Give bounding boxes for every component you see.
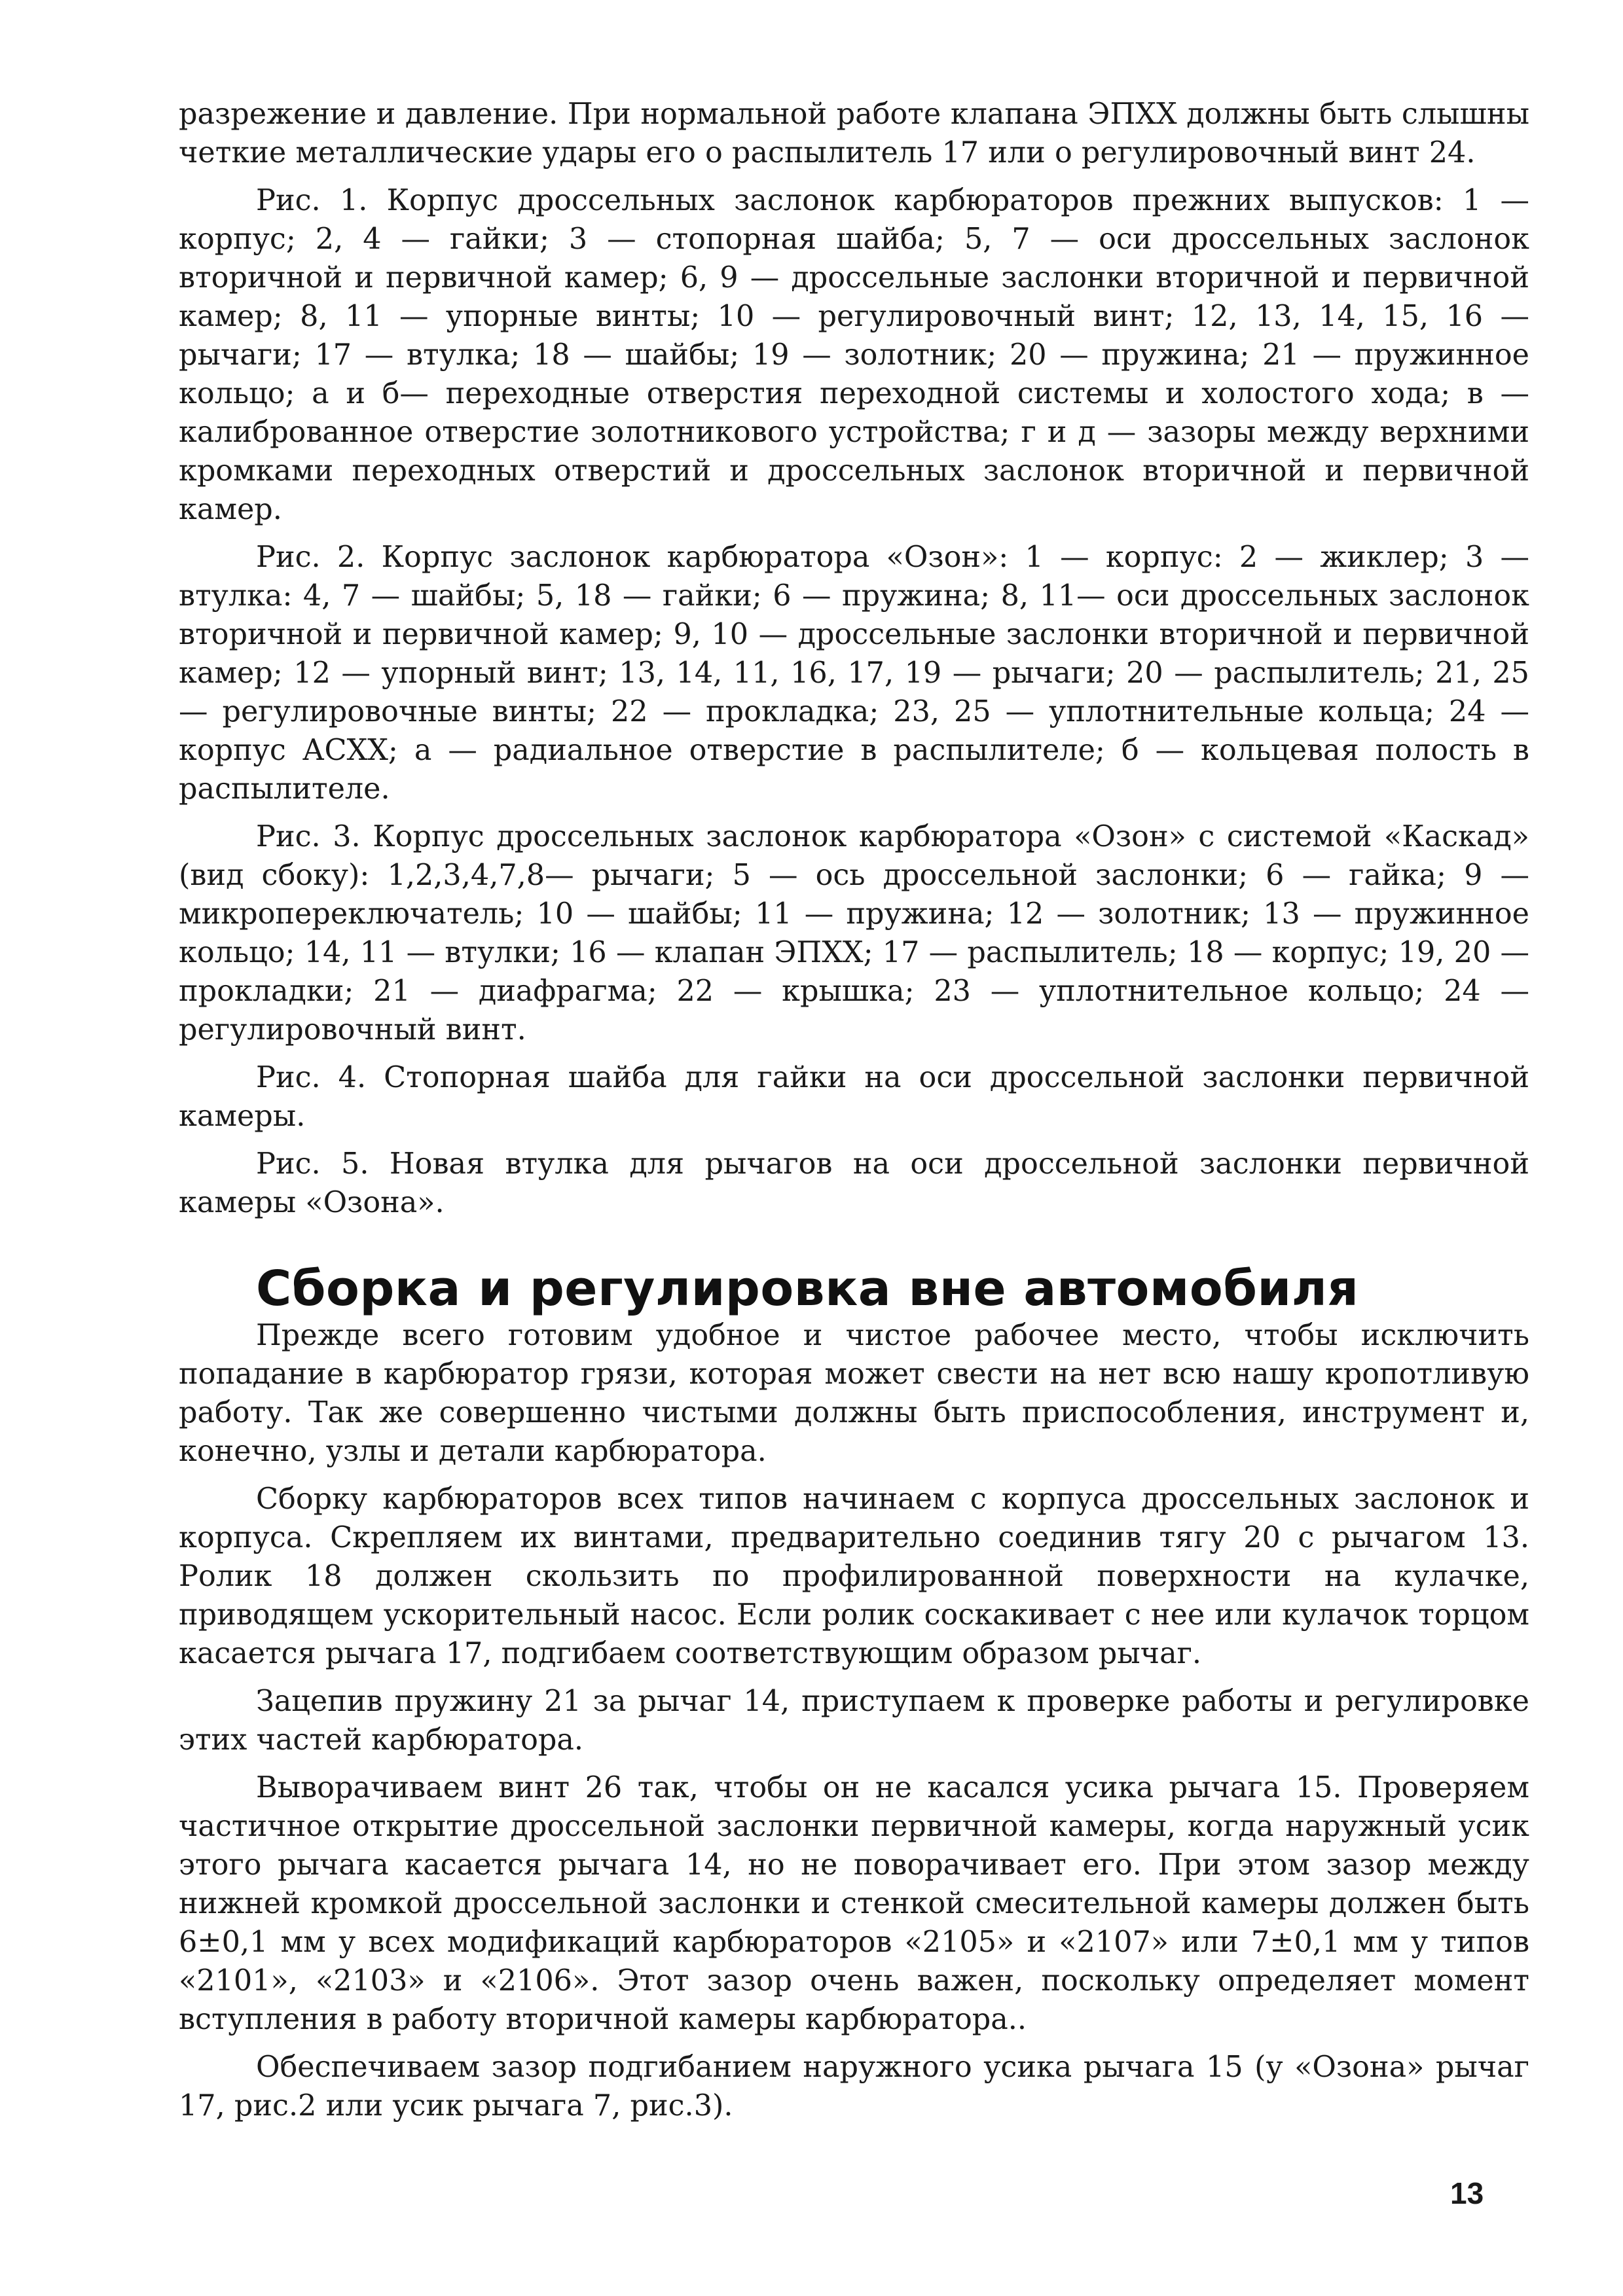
paragraph-assembly: Сборку карбюраторов всех типов начинаем с корпуса дроссельных заслонок и корпуса. Скрепляем их винтами, предварительно соединив тягу 20 с рычагом 13. Ролик 18 должен скользить по профилированной поверхности на кулачке, приводящем ускорительный насос. Если ролик соскакивает с нее или кулачок торцом касается рычага 17, подгибаем соответствующим образом рычаг. xyxy=(179,1482,1529,1670)
paragraph-gap-check: Выворачиваем винт 26 так, чтобы он не касался усика рычага 15. Проверяем частичное открытие дроссельной заслонки первичной камеры, когда наружный усик этого рычага касается рычага 14, но не поворачивает его. При этом зазор между нижней кромкой дроссельной заслонки и стенкой смесительной камеры должен быть 6±0,1 мм у всех модификаций карбюраторов «2105» и «2107» или 7±0,1 мм у типов «2101», «2103» и «2106». Этот зазор очень важен, поскольку определяет момент вступления в работу вторичной камеры карбюратора.. xyxy=(179,1771,1529,2036)
figure-caption-1: Рис. 1. Корпус дроссельных заслонок карбюраторов прежних выпусков: 1 — корпус; 2, 4 — гайки; 3 — стопорная шайба; 5, 7 — оси дроссельных заслонок вторичной и первичной камер; 6, 9 — дроссельные заслонки вторичной и первичной камер; 8, 11 — упорные винты; 10 — регулировочный винт; 12, 13, 14, 15, 16 — рычаги; 17 — втулка; 18 — шайбы; 19 — золотник; 20 — пружина; 21 — пружинное кольцо; а и б— переходные отверстия переходной системы и холостого хода; в — калиброванное отверстие золотникового устройства; г и д — зазоры между верхними кромками переходных отверстий и дроссельных заслонок вторичной и первичной камер. xyxy=(179,184,1529,526)
figure-caption-5: Рис. 5. Новая втулка для рычагов на оси дроссельной заслонки первичной камеры «Озона». xyxy=(179,1147,1529,1219)
paragraph-spring: Зацепив пружину 21 за рычаг 14, приступаем к проверке работы и регулировке этих частей карбюратора. xyxy=(179,1685,1529,1757)
figure-caption-2: Рис. 2. Корпус заслонок карбюратора «Озон»: 1 — корпус: 2 — жиклер; 3 — втулка: 4, 7 — шайбы; 5, 18 — гайки; 6 — пружина; 8, 11— оси дроссельных заслонок вторичной и первичной камер; 9, 10 — дроссельные заслонки вторичной и первичной камер; 12 — упорный винт; 13, 14, 11, 16, 17, 19 — рычаги; 20 — распылитель; 21, 25 — регулировочные винты; 22 — прокладка; 23, 25 — уплотнительные кольца; 24 — корпус АСХХ; а — радиальное отверстие в распылителе; б — кольцевая полость в распылителе. xyxy=(179,541,1529,806)
page-number: 13 xyxy=(1450,2176,1484,2210)
page-body xyxy=(179,95,1529,2134)
section-heading: Сборка и регулировка вне автомобиля xyxy=(256,1261,1359,1317)
figure-caption-4: Рис. 4. Стопорная шайба для гайки на оси дроссельной заслонки первичной камеры. xyxy=(179,1061,1529,1133)
paragraph-workplace: Прежде всего готовим удобное и чистое рабочее место, чтобы исключить попадание в карбюратор грязи, которая может свести на нет всю нашу кропотливую работу. Так же совершенно чистыми должны быть приспособления, инструмент и, конечно, узлы и детали карбюратора. xyxy=(179,1319,1529,1468)
paragraph-continuation: разрежение и давление. При нормальной работе клапана ЭПХХ должны быть слышны четкие металлические удары его о распылитель 17 или о регулировочный винт 24. xyxy=(179,98,1529,170)
figure-caption-3: Рис. 3. Корпус дроссельных заслонок карбюратора «Озон» с системой «Каскад» (вид сбоку): 1,2,3,4,7,8— рычаги; 5 — ось дроссельной заслонки; 6 — гайка; 9 — микропереключатель; 10 — шайбы; 11 — пружина; 12 — золотник; 13 — пружинное кольцо; 14, 11 — втулки; 16 — клапан ЭПХХ; 17 — распылитель; 18 — корпус; 19, 20 — прокладки; 21 — диафрагма; 22 — крышка; 23 — уплотнительное кольцо; 24 — регулировочный винт. xyxy=(179,820,1529,1047)
paragraph-gap-adjust: Обеспечиваем зазор подгибанием наружного усика рычага 15 (у «Озона» рычаг 17, рис.2 или усик рычага 7, рис.3). xyxy=(179,2051,1529,2123)
